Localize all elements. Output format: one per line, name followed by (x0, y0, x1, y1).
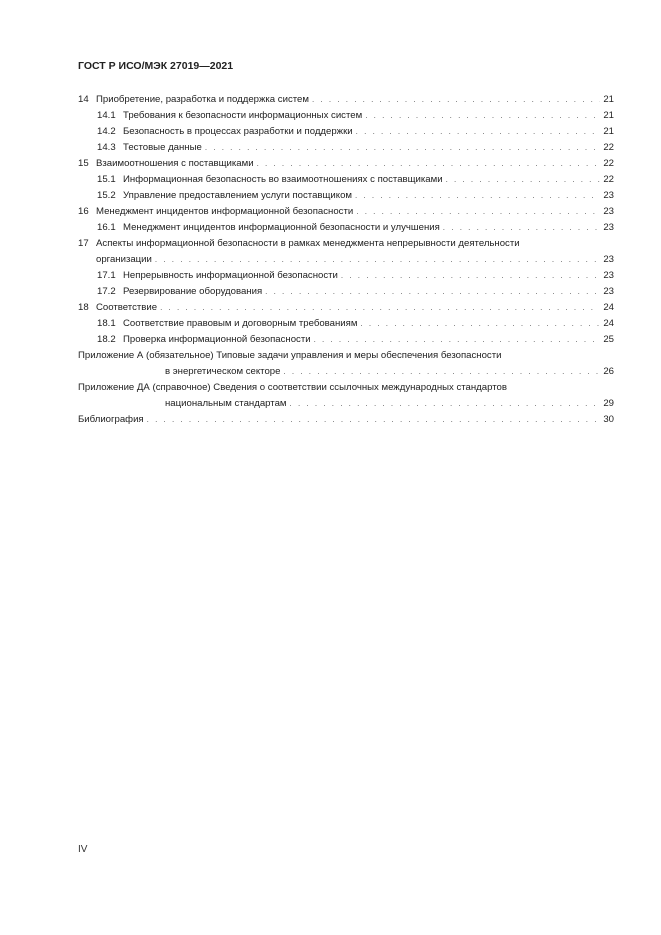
toc-title: Библиография (78, 414, 144, 425)
toc-title: Резервирование оборудования (123, 286, 263, 297)
toc-entry-14 (78, 92, 614, 108)
toc-number: 15 (78, 158, 89, 169)
toc-page: 26 (603, 366, 614, 377)
toc-page: 22 (603, 142, 614, 153)
toc-entry-appendix-a (78, 348, 614, 364)
toc-entry-14-2 (78, 124, 614, 140)
toc-entry-17-continuation (78, 252, 614, 268)
toc-leader (356, 124, 601, 140)
toc-title: Приобретение, разработка и поддержка систем (96, 94, 309, 105)
toc-entry-17-1 (78, 268, 614, 284)
toc-title: Информационная безопасность во взаимоотношениях с поставщиками (123, 174, 443, 185)
toc-page: 23 (603, 222, 614, 233)
toc-leader (155, 252, 600, 268)
toc-entry-18-1 (78, 316, 614, 332)
toc-number: 16 (78, 206, 89, 217)
toc-leader (355, 188, 600, 204)
toc-entry-14-3 (78, 140, 614, 156)
toc-page: 21 (603, 110, 614, 121)
page-number-footer: IV (78, 844, 88, 855)
toc-leader (360, 316, 600, 332)
toc-page: 22 (603, 174, 614, 185)
document-header: ГОСТ Р ИСО/МЭК 27019—2021 (78, 60, 234, 72)
toc-entry-appendix-da (78, 380, 614, 396)
toc-entry-18-2 (78, 332, 614, 348)
toc-number: 15.2 (97, 190, 116, 201)
toc-title: Непрерывность информационной безопасности (123, 270, 338, 281)
toc-number: 14 (78, 94, 89, 105)
toc-page: 24 (603, 318, 614, 329)
toc-title-continuation: национальным стандартам (165, 398, 287, 409)
toc-title: Безопасность в процессах разработки и поддержки (123, 126, 353, 137)
table-of-contents (78, 92, 614, 428)
toc-title: Менеджмент инцидентов информационной безопасности и улучшения (123, 222, 440, 233)
toc-title: Тестовые данные (123, 142, 202, 153)
toc-number: 16.1 (97, 222, 116, 233)
toc-leader (265, 284, 600, 300)
toc-leader (365, 108, 600, 124)
toc-entry-appendix-da-continuation (78, 396, 614, 412)
toc-entry-16-1 (78, 220, 614, 236)
toc-page: 21 (603, 94, 614, 105)
toc-page: 23 (603, 206, 614, 217)
toc-entry-15-1 (78, 172, 614, 188)
toc-leader (356, 204, 600, 220)
toc-page: 22 (603, 158, 614, 169)
toc-number: 14.3 (97, 142, 116, 153)
toc-entry-17-2 (78, 284, 614, 300)
toc-leader (341, 268, 600, 284)
toc-page: 23 (603, 286, 614, 297)
toc-leader (160, 300, 600, 316)
toc-entry-appendix-a-continuation (78, 364, 614, 380)
toc-leader (443, 220, 601, 236)
toc-entry-15 (78, 156, 614, 172)
toc-leader (257, 156, 601, 172)
toc-leader (312, 92, 600, 108)
toc-title: Соответствие правовым и договорным требованиям (123, 318, 358, 329)
toc-entry-bibliography (78, 412, 614, 428)
toc-title-continuation: организации (96, 254, 152, 265)
toc-page: 21 (603, 126, 614, 137)
toc-number: 15.1 (97, 174, 116, 185)
toc-number: 14.1 (97, 110, 116, 121)
toc-page: 30 (603, 414, 614, 425)
toc-leader (205, 140, 600, 156)
toc-number: 17.1 (97, 270, 116, 281)
toc-title: Соответствие (96, 302, 158, 313)
toc-title: Управление предоставлением услуги поставщиком (123, 190, 353, 201)
toc-page: 24 (603, 302, 614, 313)
toc-leader (314, 332, 601, 348)
toc-title: Менеджмент инцидентов информационной безопасности (96, 206, 354, 217)
toc-number: 14.2 (97, 126, 116, 137)
toc-title: Требования к безопасности информационных систем (123, 110, 363, 121)
toc-leader (147, 412, 601, 428)
toc-title: Приложение А (обязательное) Типовые задачи управления и меры обеспечения безопасности (78, 350, 502, 361)
toc-title-continuation: в энергетическом секторе (165, 366, 281, 377)
toc-title: Взаимоотношения с поставщиками (96, 158, 254, 169)
toc-entry-16 (78, 204, 614, 220)
toc-number: 18 (78, 302, 89, 313)
toc-title: Проверка информационной безопасности (123, 334, 311, 345)
toc-page: 25 (603, 334, 614, 345)
toc-page: 23 (603, 270, 614, 281)
toc-number: 18.2 (97, 334, 116, 345)
toc-entry-15-2 (78, 188, 614, 204)
toc-entry-17 (78, 236, 614, 252)
toc-number: 18.1 (97, 318, 116, 329)
toc-leader (283, 364, 600, 380)
toc-leader (290, 396, 601, 412)
toc-entry-18 (78, 300, 614, 316)
toc-page: 23 (603, 190, 614, 201)
toc-entry-14-1 (78, 108, 614, 124)
toc-page: 29 (603, 398, 614, 409)
toc-title: Аспекты информационной безопасности в рамках менеджмента непрерывности деятельности (96, 238, 520, 249)
toc-title: Приложение ДА (справочное) Сведения о соответствии ссылочных международных стандартов (78, 382, 507, 393)
toc-number: 17.2 (97, 286, 116, 297)
toc-number: 17 (78, 238, 89, 249)
toc-leader (446, 172, 601, 188)
toc-page: 23 (603, 254, 614, 265)
